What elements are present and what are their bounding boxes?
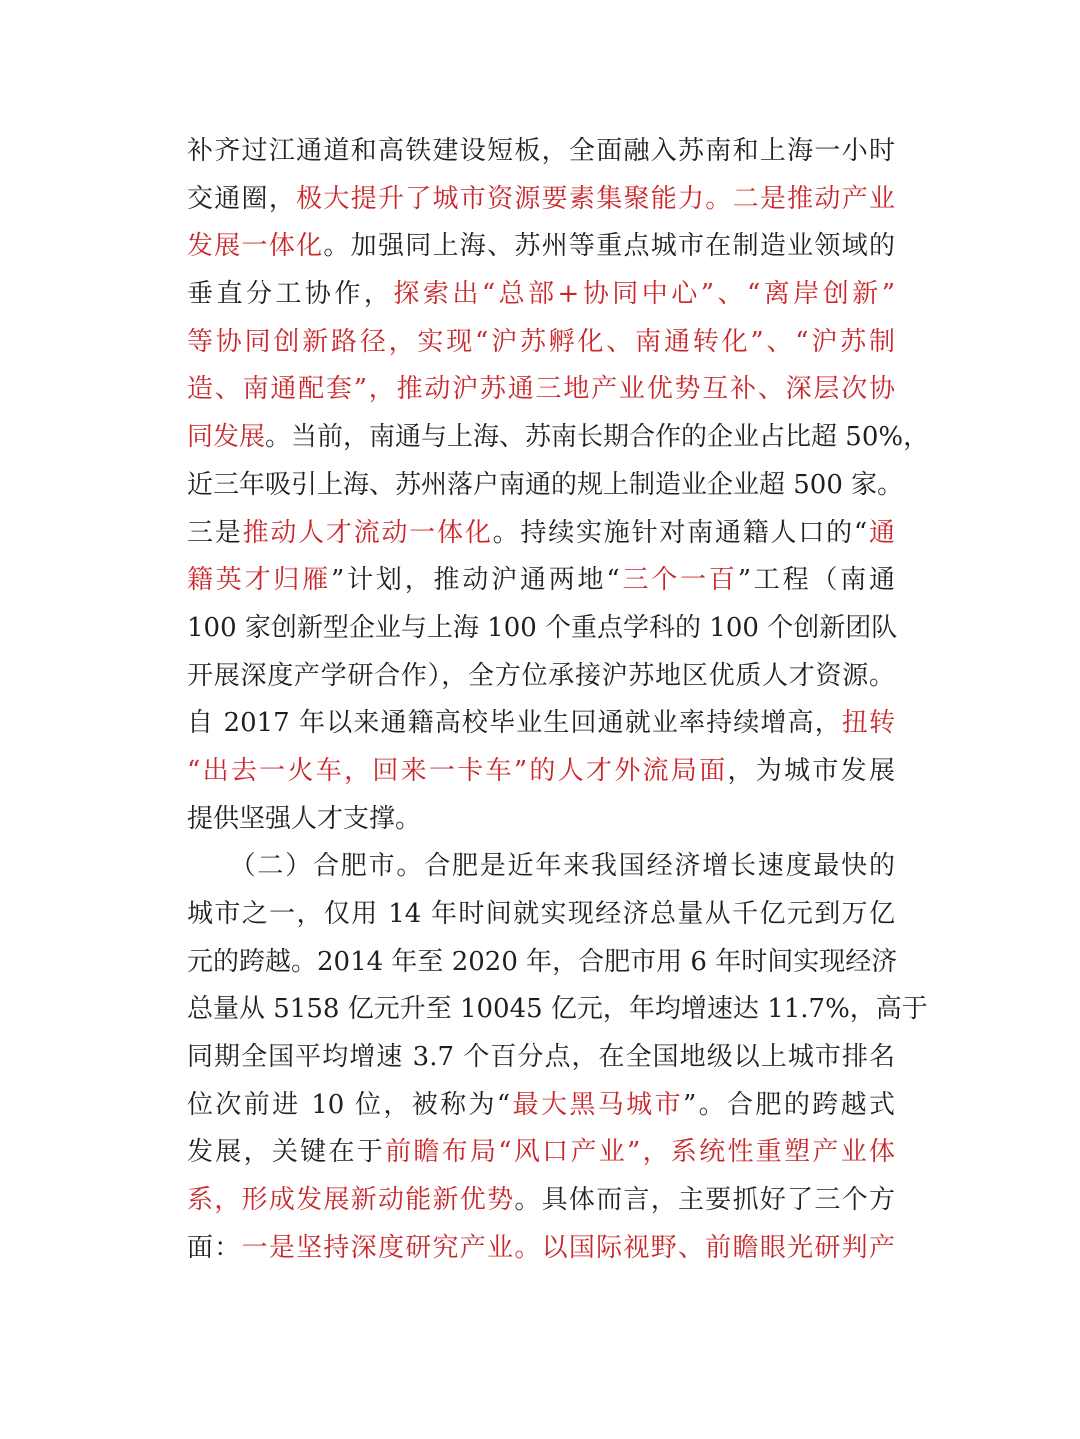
body-text: 位次前进 10 位，被称为“ — [187, 1089, 511, 1120]
text-line — [187, 939, 898, 987]
body-text: 。持续实施针对南通籍人口的“ — [492, 517, 868, 548]
highlighted-text: 籍英才归雁 — [187, 565, 332, 596]
highlighted-text: 通 — [867, 517, 895, 548]
body-text: 交通圈， — [187, 183, 297, 214]
body-text: 总量从 5158 亿元升至 10045 亿元，年均增速达 11.7%，高于 — [187, 994, 928, 1025]
body-text: ”工程（南通 — [737, 565, 895, 596]
text-line — [187, 319, 895, 367]
text-line — [187, 700, 895, 748]
body-text: 面： — [187, 1232, 242, 1263]
body-text: 自 2017 年以来通籍高校毕业生回通就业率持续增高， — [187, 708, 842, 739]
text-line — [187, 128, 895, 176]
body-text: ”。合肥的跨越式 — [682, 1089, 895, 1120]
body-text: ”计划，推动沪通两地“ — [331, 565, 620, 596]
text-line — [187, 843, 895, 891]
body-text: 元的跨越。2014 年至 2020 年，合肥市用 6 年时间实现经济 — [187, 946, 898, 977]
highlighted-text: 前瞻布局“风口产业”，系统性重塑产业体 — [385, 1137, 895, 1168]
text-line — [187, 414, 930, 462]
body-text: 三是 — [187, 517, 243, 548]
highlighted-text: 极大提升了城市资源要素集聚能力。二是推动产业 — [296, 183, 895, 214]
highlighted-text: 一是坚持深度研究产业。 — [241, 1232, 542, 1263]
body-text: 开展深度产学研合作），全方位承接沪苏地区优质人才资源。 — [187, 660, 895, 691]
body-text: （二）合肥市。合肥是近年来我国经济增长速度最快的 — [187, 851, 895, 882]
body-text: 。加强同上海、苏州等重点城市在制造业领域的 — [323, 231, 895, 262]
text-line — [187, 1129, 895, 1177]
document-body — [187, 128, 930, 1273]
body-text: 垂直分工协作， — [187, 279, 394, 310]
highlighted-text: 最大黑马城市 — [510, 1089, 683, 1120]
text-line — [187, 510, 895, 558]
highlighted-text: 系，形成发展新动能新优势 — [187, 1185, 515, 1216]
body-text: 近三年吸引上海、苏州落户南通的规上制造业企业超 500 家。 — [187, 469, 904, 500]
text-line — [187, 462, 904, 510]
body-text: 发展，关键在于 — [187, 1137, 386, 1168]
body-text: 100 家创新型企业与上海 100 个重点学科的 100 个创新团队 — [187, 612, 898, 643]
body-text: 同期全国平均增速 3.7 个百分点，在全国地级以上城市排名 — [187, 1042, 895, 1073]
body-text: 城市之一，仅用 14 年时间就实现经济总量从千亿元到万亿 — [187, 899, 895, 929]
highlighted-text: 造、南通配套”，推动沪苏通三地产业优势互补、深层次协 — [187, 374, 895, 405]
highlighted-text: “出去一火车，回来一卡车”的人才外流局面 — [187, 755, 728, 786]
text-line — [187, 605, 898, 653]
text-line — [187, 1225, 895, 1273]
body-text: 。当前，南通与上海、苏南长期合作的企业占比超 50%， — [265, 422, 930, 453]
text-line — [187, 986, 928, 1034]
text-line — [187, 748, 895, 796]
highlighted-text: 同发展 — [187, 422, 266, 453]
body-text: 。具体而言，主要抓好了三个方 — [514, 1185, 895, 1216]
text-line — [187, 176, 895, 224]
highlighted-text: 推动人才流动一体化 — [242, 517, 493, 548]
highlighted-text: 三个一百 — [619, 565, 738, 596]
highlighted-text: 等协同创新路径，实现“沪苏孵化、南通转化”、“沪苏制 — [187, 326, 895, 357]
text-line — [187, 1034, 895, 1082]
text-line — [187, 653, 895, 701]
text-line — [187, 271, 895, 319]
body-text: ，为城市发展 — [727, 755, 895, 786]
body-text: 补齐过江通道和高铁建设短板，全面融入苏南和上海一小时 — [187, 136, 895, 166]
text-line — [187, 1177, 895, 1225]
text-line — [187, 557, 895, 605]
text-line — [187, 366, 895, 414]
highlighted-text: 以国际视野、前瞻眼光研判产 — [541, 1232, 895, 1263]
text-line — [187, 891, 895, 939]
text-line — [187, 223, 895, 271]
text-line — [187, 1082, 895, 1130]
highlighted-text: 发展一体化 — [187, 231, 324, 262]
highlighted-text: 探索出“总部+协同中心”、“离岸创新” — [393, 279, 895, 310]
body-text: 提供坚强人才支撑。 — [187, 803, 422, 834]
highlighted-text: 扭转 — [841, 708, 895, 739]
text-line — [187, 796, 895, 844]
